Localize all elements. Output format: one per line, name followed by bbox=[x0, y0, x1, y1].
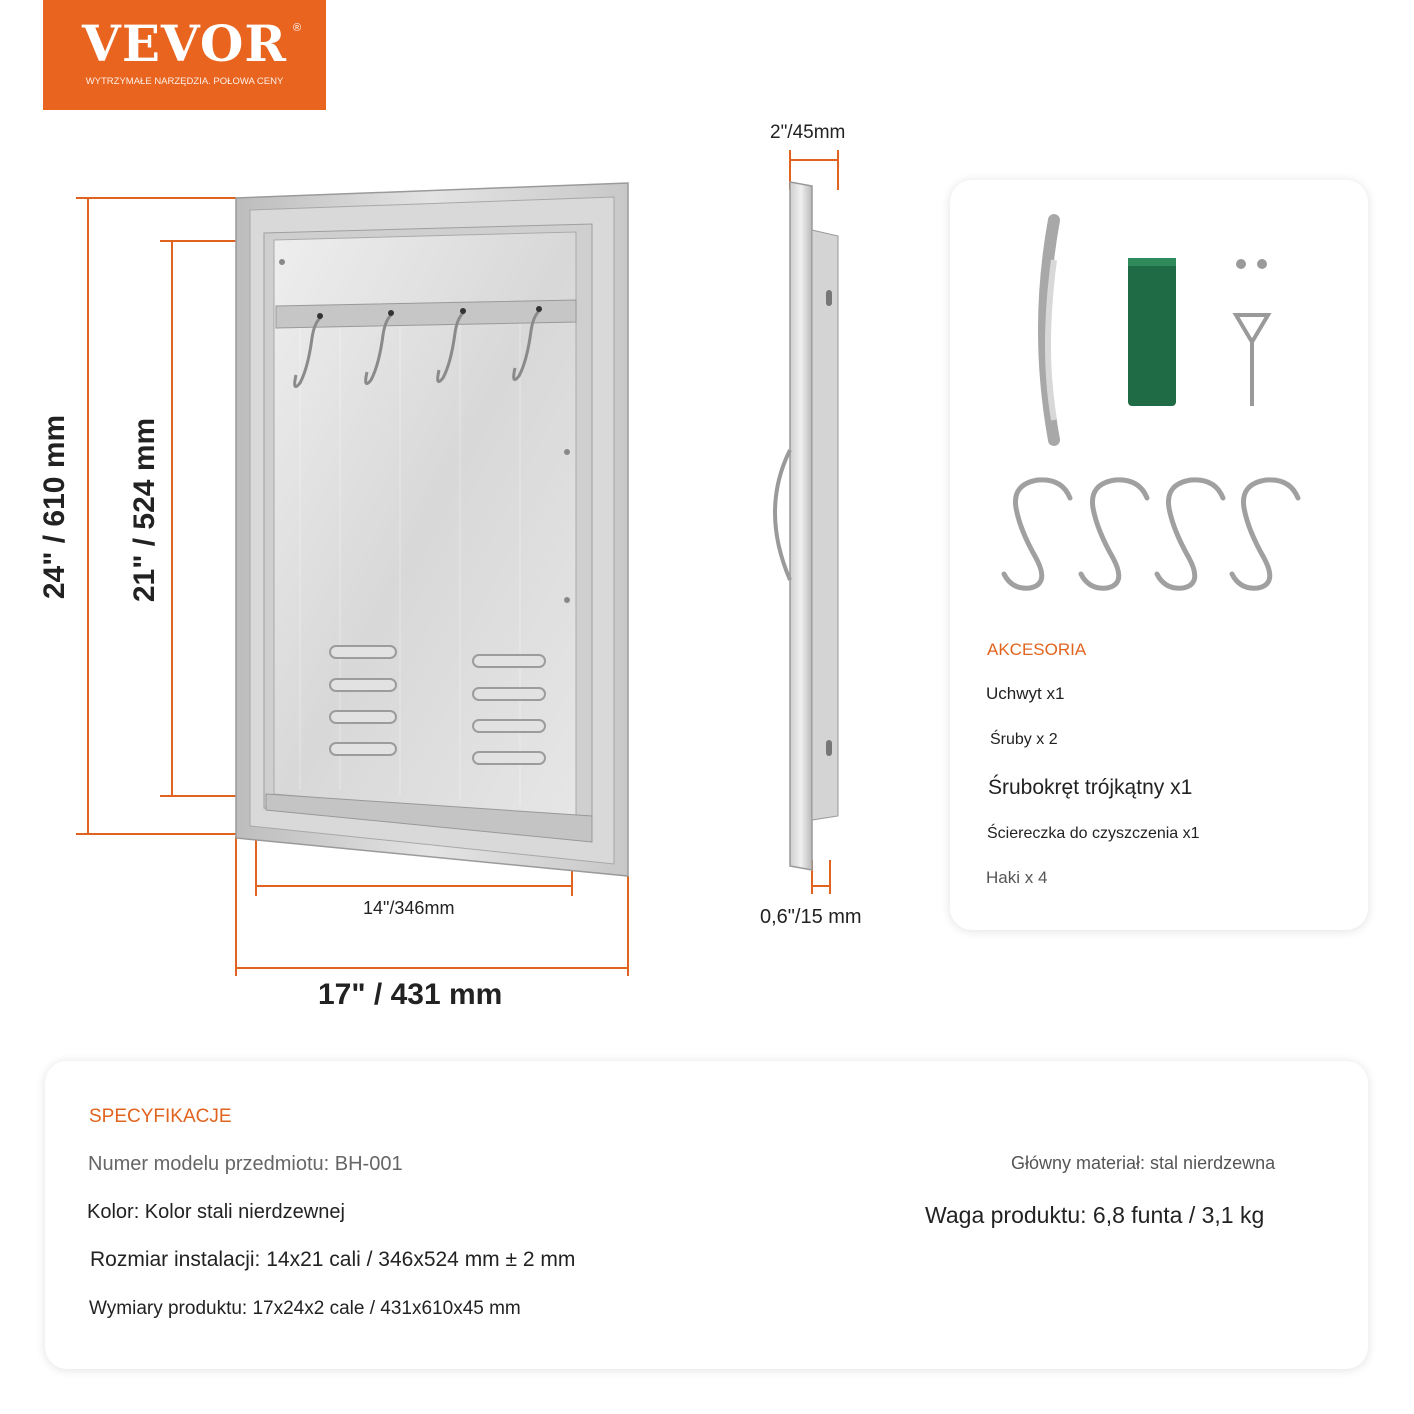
spec-product-size: Wymiary produktu: 17x24x2 cale / 431x610x45 mm bbox=[89, 1298, 521, 1319]
brand-tagline: WYTRZYMAŁE NARZĘDZIA. POŁOWA CENY bbox=[85, 76, 284, 87]
accessory-item: Śrubokręt trójkątny x1 bbox=[988, 776, 1193, 799]
handle-icon bbox=[1044, 220, 1054, 440]
inner-height-label: 21" / 524 mm bbox=[128, 417, 161, 603]
spec-model: Numer modelu przedmiotu: BH-001 bbox=[88, 1153, 403, 1175]
spec-color: Kolor: Kolor stali nierdzewnej bbox=[87, 1201, 345, 1223]
spec-material: Główny materiał: stal nierdzewna bbox=[1011, 1153, 1276, 1173]
registered-mark: ® bbox=[293, 22, 302, 34]
screw-icon bbox=[1236, 259, 1267, 269]
door-front bbox=[236, 183, 628, 876]
spec-install-size: Rozmiar instalacji: 14x21 cali / 346x524 mm ± 2 mm bbox=[90, 1248, 576, 1271]
depth-top-label: 2"/45mm bbox=[770, 122, 846, 143]
sponge-icon bbox=[1128, 258, 1176, 406]
accessory-item: Śruby x 2 bbox=[990, 731, 1058, 748]
inner-width-label: 14"/346mm bbox=[363, 898, 455, 918]
accessories-illustration bbox=[950, 180, 1368, 610]
accessories-title: AKCESORIA bbox=[987, 640, 1087, 659]
outer-width-label: 17" / 431 mm bbox=[318, 978, 503, 1011]
accessory-item: Uchwyt x1 bbox=[986, 684, 1065, 703]
accessory-item: Haki x 4 bbox=[986, 868, 1048, 887]
specifications-title: SPECYFIKACJE bbox=[89, 1106, 232, 1127]
door-side bbox=[775, 182, 838, 870]
depth-bottom-label: 0,6"/15 mm bbox=[760, 906, 862, 928]
accessory-item: Ściereczka do czyszczenia x1 bbox=[987, 825, 1200, 842]
outer-height-label: 24" / 610 mm bbox=[38, 414, 71, 600]
spec-weight: Waga produktu: 6,8 funta / 3,1 kg bbox=[925, 1202, 1265, 1228]
brand-name: VEVOR bbox=[82, 14, 287, 73]
triangle-key-icon bbox=[1236, 315, 1268, 406]
s-hooks-icon bbox=[1004, 480, 1298, 588]
